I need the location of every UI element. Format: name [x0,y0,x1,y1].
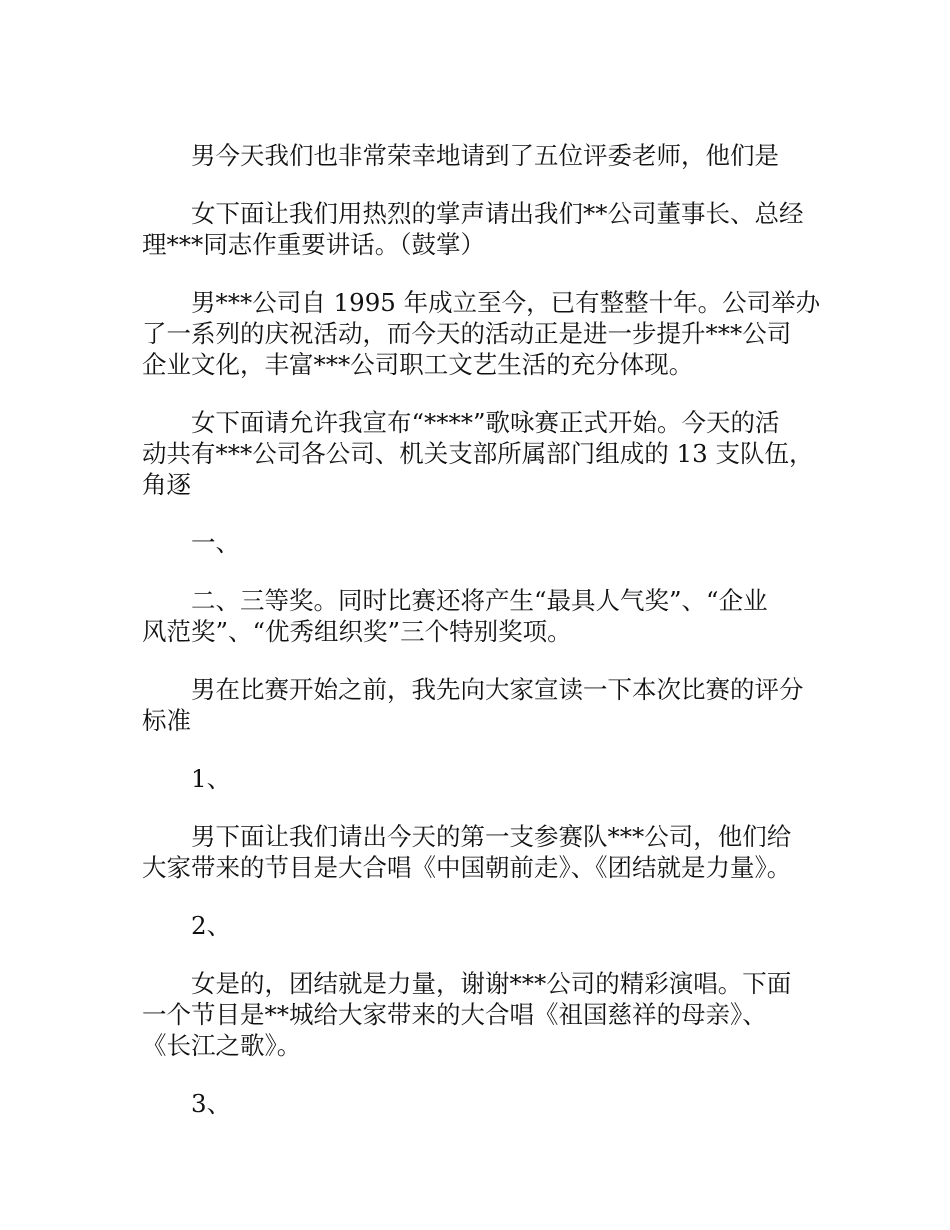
paragraph-line: 理***同志作重要讲话。（鼓掌） [142,230,485,259]
paragraph [142,1088,822,1119]
paragraph-line: 二、三等奖。同时比赛还将产生“最具人气奖”、“企业 [191,586,768,615]
paragraph-line: 1、 [191,764,232,793]
paragraph-line: 女是的，团结就是力量，谢谢***公司的精彩演唱。下面 [191,969,792,998]
paragraph [142,821,822,883]
paragraph [142,140,822,171]
paragraph-line: 一、 [191,528,240,557]
document-body [142,140,822,1146]
paragraph-line: 女下面请允许我宣布“****”歌咏赛正式开始。今天的活 [191,408,780,437]
paragraph [142,910,822,941]
paragraph-line: 男今天我们也非常荣幸地请到了五位评委老师，他们是 [191,141,779,170]
paragraph [142,763,822,794]
paragraph-line: 2、 [191,911,232,940]
paragraph [142,287,822,380]
paragraph-line: 男***公司自 1995 年成立至今，已有整整十年。公司举办 [191,288,821,317]
paragraph-line: 大家带来的节目是大合唱《中国朝前走》、《团结就是力量》。 [142,853,792,882]
paragraph-line: 一个节目是**城给大家带来的大合唱《祖国慈祥的母亲》、 [142,1000,767,1029]
paragraph-line: 3、 [191,1089,232,1118]
paragraph [142,198,822,260]
paragraph-line: 《长江之歌》。 [142,1031,302,1060]
paragraph-line: 了一系列的庆祝活动，而今天的活动正是进一步提升***公司 [142,319,792,348]
paragraph [142,674,822,736]
paragraph [142,407,822,500]
paragraph-line: 企业文化，丰富***公司职工文艺生活的充分体现。 [142,350,694,379]
paragraph-line: 角逐 [142,470,191,499]
paragraph [142,968,822,1061]
paragraph [142,527,822,558]
paragraph-line: 男在比赛开始之前，我先向大家宣读一下本次比赛的评分 [191,675,804,704]
paragraph-line: 女下面让我们用热烈的掌声请出我们**公司董事长、总经 [191,199,804,228]
paragraph-line: 动共有***公司各公司、机关支部所属部门组成的 13 支队伍， [142,439,814,468]
paragraph-line: 风范奖”、“优秀组织奖”三个特别奖项。 [142,617,572,646]
paragraph-line: 男下面让我们请出今天的第一支参赛队***公司，他们给 [191,822,792,851]
paragraph [142,585,822,647]
paragraph-line: 标准 [142,706,191,735]
